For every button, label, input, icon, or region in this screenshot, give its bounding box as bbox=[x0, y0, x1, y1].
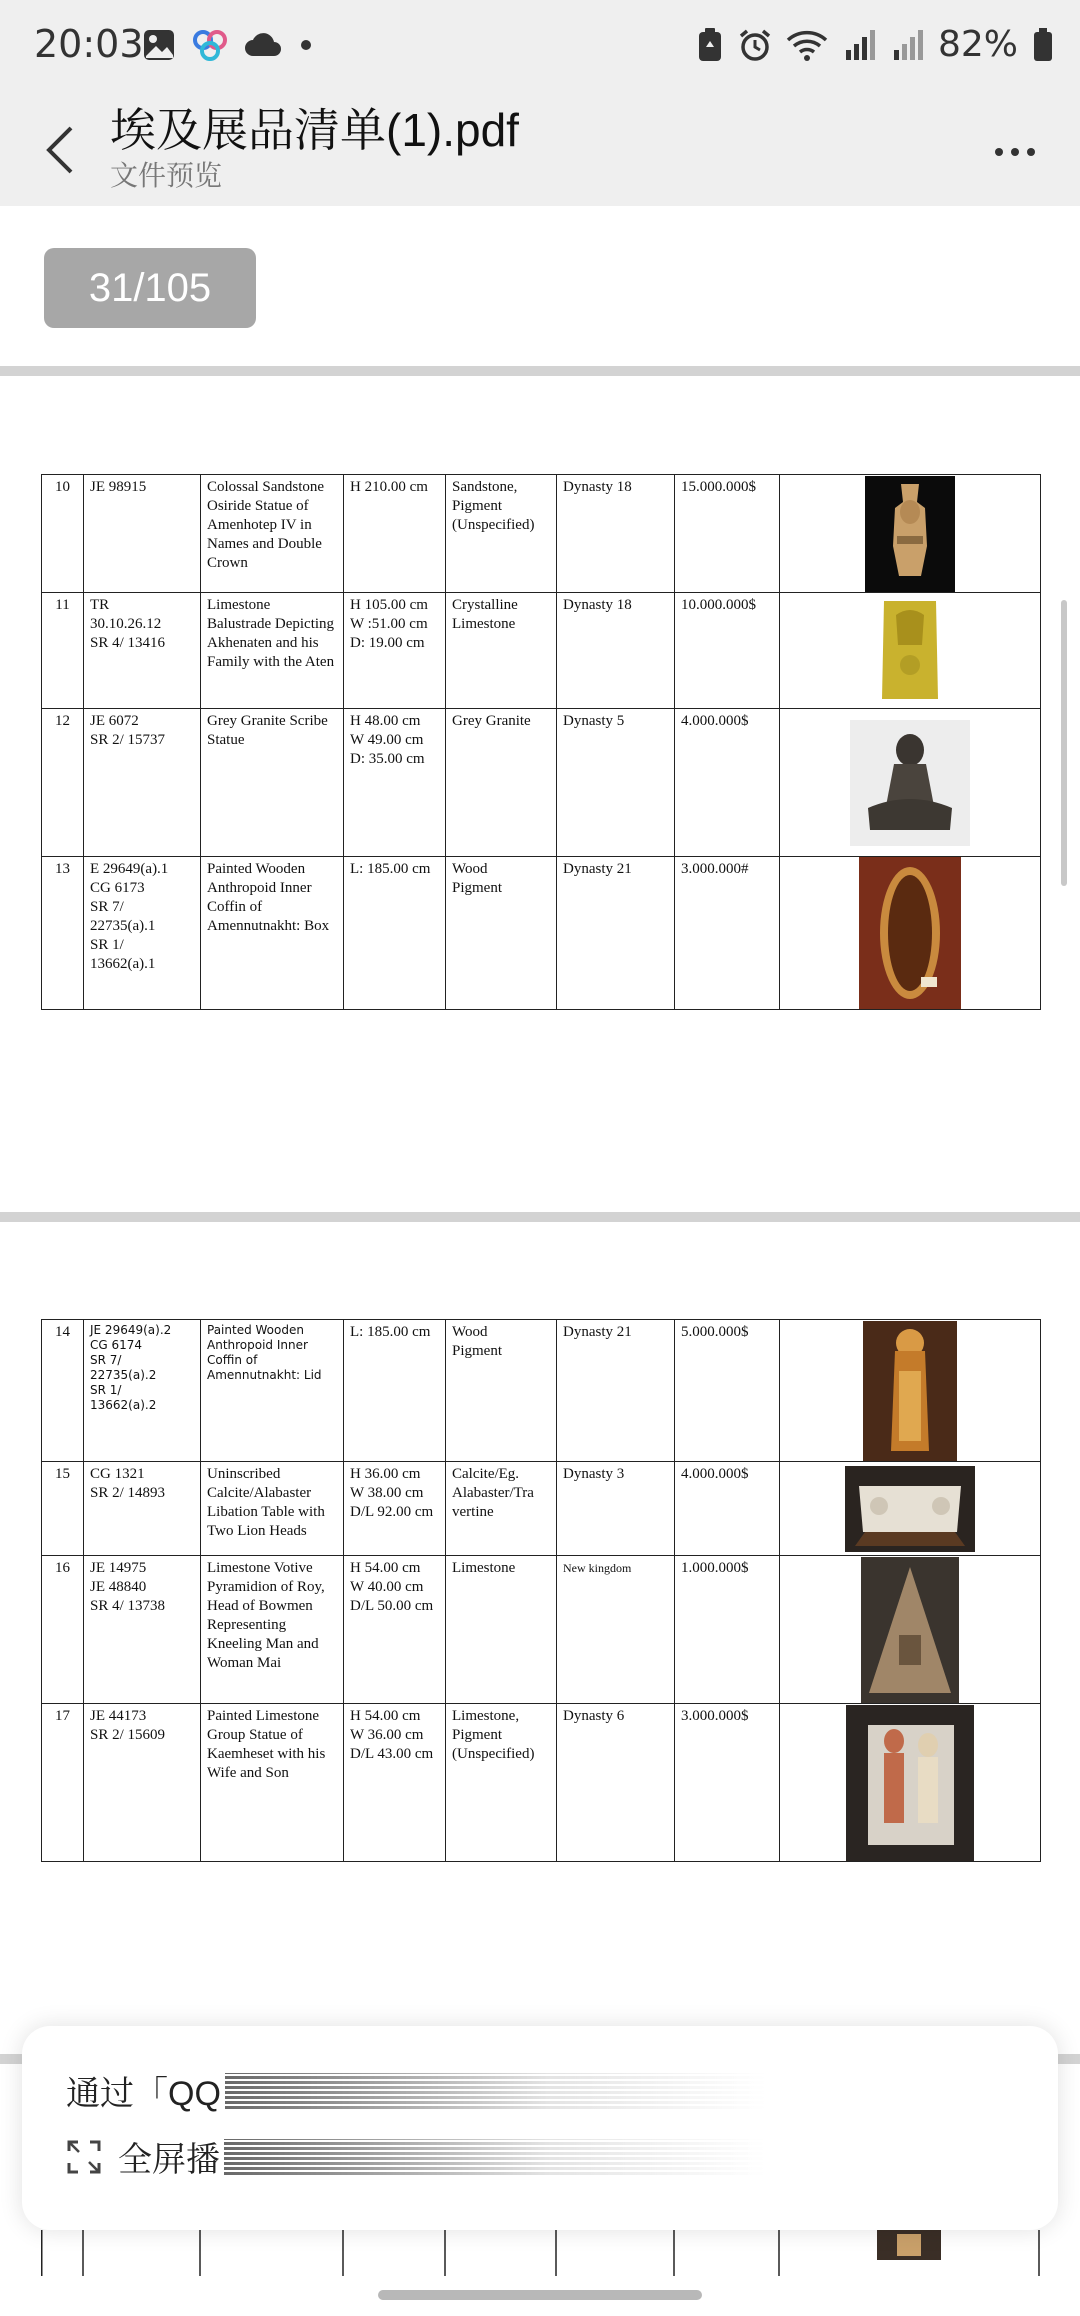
object-id: E 29649(a).1 CG 6173 SR 7/ 22735(a).1 SR 1/ 13662(a).1 bbox=[84, 857, 201, 1010]
object-dynasty: Dynasty 18 bbox=[557, 475, 675, 593]
row-number: 13 bbox=[42, 857, 84, 1010]
table-row bbox=[42, 1462, 1041, 1556]
object-dynasty: Dynasty 3 bbox=[557, 1462, 675, 1556]
table-row bbox=[42, 475, 1041, 593]
object-photo-cell bbox=[780, 593, 1041, 709]
object-material: Limestone, Pigment (Unspecified) bbox=[446, 1704, 557, 1862]
object-dimensions: H 210.00 cm bbox=[344, 475, 446, 593]
object-material: Calcite/Eg. Alabaster/Tra vertine bbox=[446, 1462, 557, 1556]
object-dimensions: L: 185.00 cm bbox=[344, 1320, 446, 1462]
row-number: 12 bbox=[42, 709, 84, 857]
fullscreen-label: 全屏播 bbox=[118, 2141, 220, 2179]
object-name: Painted Limestone Group Statue of Kaemheset with his Wife and Son bbox=[201, 1704, 344, 1862]
object-photo-cell bbox=[780, 1462, 1041, 1556]
object-photo-cell bbox=[780, 1704, 1041, 1862]
object-id: JE 44173 SR 2/ 15609 bbox=[84, 1704, 201, 1862]
object-photo-cell bbox=[780, 1556, 1041, 1704]
pyramidion-photo bbox=[861, 1557, 959, 1703]
object-material: Limestone bbox=[446, 1556, 557, 1704]
libation-table-photo bbox=[845, 1466, 975, 1552]
share-qq-option[interactable] bbox=[66, 2066, 765, 2115]
object-dynasty: Dynasty 5 bbox=[557, 709, 675, 857]
object-photo-cell bbox=[780, 709, 1041, 857]
object-dynasty: New kingdom bbox=[557, 1556, 675, 1704]
object-material: Grey Granite bbox=[446, 709, 557, 857]
object-id: CG 1321 SR 2/ 14893 bbox=[84, 1462, 201, 1556]
object-dynasty: Dynasty 6 bbox=[557, 1704, 675, 1862]
document-subtitle: 文件预览 bbox=[110, 160, 223, 191]
share-qq-label: 通过「QQ bbox=[66, 2075, 221, 2113]
status-notification-icons bbox=[142, 28, 316, 62]
object-id: JE 29649(a).2 CG 6174 SR 7/ 22735(a).2 SR 1/ 13662(a).2 bbox=[84, 1320, 201, 1462]
status-bar bbox=[0, 0, 1080, 92]
group-statue-photo bbox=[846, 1705, 974, 1861]
blurred-text bbox=[224, 2139, 764, 2175]
exhibit-table-page-1 bbox=[41, 474, 1041, 1010]
object-material: Wood Pigment bbox=[446, 1320, 557, 1462]
exhibit-table-page-2 bbox=[41, 1319, 1041, 1862]
next-page-table-edge bbox=[41, 2230, 1040, 2276]
object-id: JE 14975 JE 48840 SR 4/ 13738 bbox=[84, 1556, 201, 1704]
alarm-icon bbox=[738, 28, 772, 62]
share-popup[interactable] bbox=[22, 2026, 1058, 2230]
statue-photo bbox=[865, 476, 955, 592]
object-material: Crystalline Limestone bbox=[446, 593, 557, 709]
back-button[interactable] bbox=[30, 110, 90, 190]
fullscreen-option[interactable] bbox=[66, 2132, 764, 2181]
dot-icon bbox=[296, 35, 316, 55]
table-row bbox=[42, 857, 1041, 1010]
signal-2-icon bbox=[890, 28, 924, 62]
object-photo-cell bbox=[780, 475, 1041, 593]
balustrade-photo bbox=[876, 595, 944, 707]
baidu-cloud-icon bbox=[190, 28, 230, 62]
status-time: 20:03 bbox=[34, 22, 144, 66]
signal-1-icon bbox=[842, 28, 876, 62]
object-value: 5.000.000$ bbox=[675, 1320, 780, 1462]
object-dimensions: L: 185.00 cm bbox=[344, 857, 446, 1010]
home-indicator[interactable] bbox=[378, 2290, 702, 2300]
object-dynasty: Dynasty 21 bbox=[557, 857, 675, 1010]
chevron-left-icon bbox=[45, 125, 75, 175]
object-material: Wood Pigment bbox=[446, 857, 557, 1010]
object-material: Sandstone, Pigment (Unspecified) bbox=[446, 475, 557, 593]
scribe-statue-photo bbox=[850, 720, 970, 846]
object-value: 1.000.000$ bbox=[675, 1556, 780, 1704]
object-dynasty: Dynasty 21 bbox=[557, 1320, 675, 1462]
coffin-box-photo bbox=[859, 857, 961, 1009]
object-photo-cell bbox=[780, 857, 1041, 1010]
object-name: Uninscribed Calcite/Alabaster Libation Table with Two Lion Heads bbox=[201, 1462, 344, 1556]
status-system-icons bbox=[696, 24, 1054, 65]
document-title: 埃及展品清单(1).pdf bbox=[110, 104, 519, 156]
object-value: 3.000.000$ bbox=[675, 1704, 780, 1862]
object-value: 4.000.000$ bbox=[675, 1462, 780, 1556]
battery-icon bbox=[1032, 27, 1054, 63]
object-name: Painted Wooden Anthropoid Inner Coffin of Amennutnakht: Box bbox=[201, 857, 344, 1010]
app-bar bbox=[0, 92, 1080, 206]
object-value: 3.000.000# bbox=[675, 857, 780, 1010]
page-separator bbox=[0, 366, 1080, 376]
object-id: JE 98915 bbox=[84, 475, 201, 593]
table-row bbox=[42, 1320, 1041, 1462]
object-value: 15.000.000$ bbox=[675, 475, 780, 593]
object-name: Limestone Votive Pyramidion of Roy, Head of Bowmen Representing Kneeling Man and Woman Mai bbox=[201, 1556, 344, 1704]
object-dimensions: H 105.00 cm W :51.00 cm D: 19.00 cm bbox=[344, 593, 446, 709]
object-dimensions: H 54.00 cm W 36.00 cm D/L 43.00 cm bbox=[344, 1704, 446, 1862]
object-name: Painted Wooden Anthropoid Inner Coffin of Amennutnakht: Lid bbox=[201, 1320, 344, 1462]
object-dimensions: H 48.00 cm W 49.00 cm D: 35.00 cm bbox=[344, 709, 446, 857]
row-number: 11 bbox=[42, 593, 84, 709]
object-id: JE 6072 SR 2/ 15737 bbox=[84, 709, 201, 857]
object-value: 4.000.000$ bbox=[675, 709, 780, 857]
object-name: Colossal Sandstone Osiride Statue of Amenhotep IV in Names and Double Crown bbox=[201, 475, 344, 593]
page-separator bbox=[0, 1212, 1080, 1222]
fullscreen-icon bbox=[66, 2139, 102, 2175]
object-name: Grey Granite Scribe Statue bbox=[201, 709, 344, 857]
object-value: 10.000.000$ bbox=[675, 593, 780, 709]
more-options-button[interactable] bbox=[980, 122, 1050, 182]
wifi-icon bbox=[786, 28, 828, 62]
table-row bbox=[42, 1556, 1041, 1704]
blurred-text bbox=[225, 2073, 765, 2109]
scrollbar-thumb[interactable] bbox=[1061, 600, 1067, 886]
object-dimensions: H 36.00 cm W 38.00 cm D/L 92.00 cm bbox=[344, 1462, 446, 1556]
gallery-icon bbox=[142, 28, 176, 62]
battery-percent: 82% bbox=[937, 24, 1018, 65]
row-number: 14 bbox=[42, 1320, 84, 1462]
row-number: 10 bbox=[42, 475, 84, 593]
object-id: TR 30.10.26.12 SR 4/ 13416 bbox=[84, 593, 201, 709]
battery-saver-icon bbox=[696, 27, 724, 63]
object-dynasty: Dynasty 18 bbox=[557, 593, 675, 709]
object-photo-cell bbox=[780, 1320, 1041, 1462]
more-dot-icon bbox=[995, 148, 1003, 156]
page-indicator: 31/105 bbox=[44, 248, 256, 328]
table-row bbox=[42, 709, 1041, 857]
coffin-lid-photo bbox=[863, 1321, 957, 1461]
more-dot-icon bbox=[1027, 148, 1035, 156]
more-dot-icon bbox=[1011, 148, 1019, 156]
cloud-icon bbox=[244, 30, 282, 60]
object-dimensions: H 54.00 cm W 40.00 cm D/L 50.00 cm bbox=[344, 1556, 446, 1704]
object-name: Limestone Balustrade Depicting Akhenaten and his Family with the Aten bbox=[201, 593, 344, 709]
table-row bbox=[42, 593, 1041, 709]
row-number: 17 bbox=[42, 1704, 84, 1862]
row-number: 16 bbox=[42, 1556, 84, 1704]
table-row bbox=[42, 1704, 1041, 1862]
row-number: 15 bbox=[42, 1462, 84, 1556]
